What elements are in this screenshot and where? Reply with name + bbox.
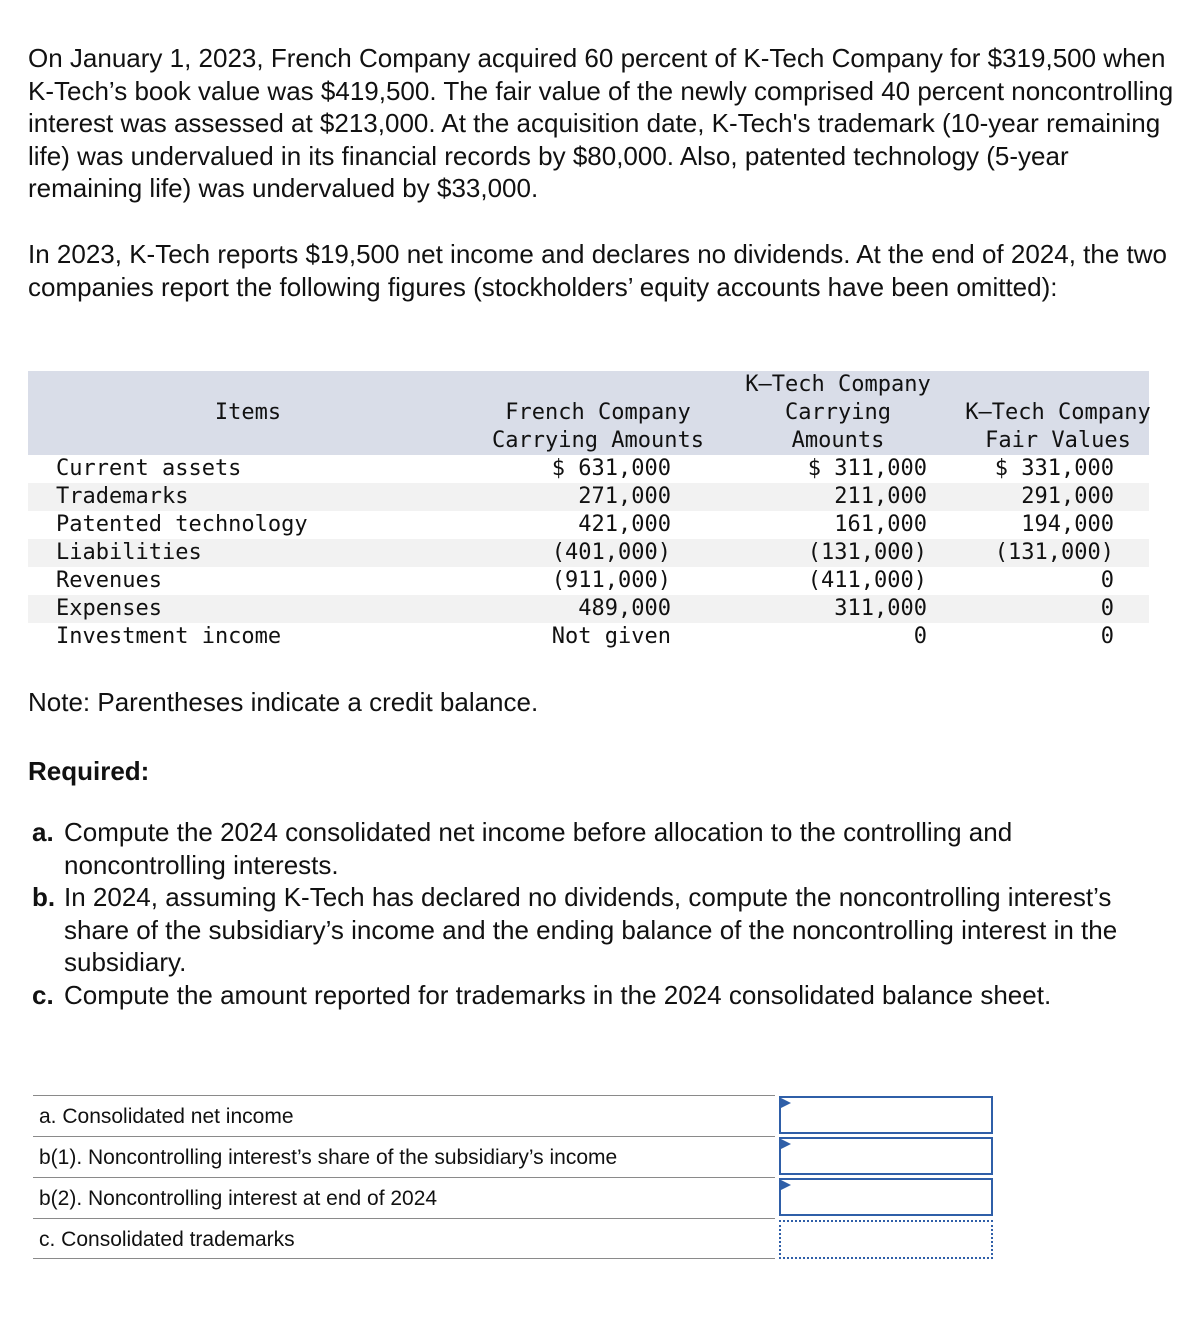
table-row xyxy=(28,455,1149,483)
answer-label: b(1). Noncontrolling interest’s share of the subsidiary’s income xyxy=(33,1136,775,1177)
row-ktech-carrying-value: $ 311,000 xyxy=(807,456,927,481)
table-row xyxy=(28,539,1149,567)
answer-row-nci-share-income xyxy=(33,1136,995,1177)
row-french-value: 271,000 xyxy=(578,484,671,509)
answer-label: b(2). Noncontrolling interest at end of 2024 xyxy=(33,1177,775,1218)
row-ktech-fair-value: 291,000 xyxy=(1021,484,1114,509)
consolidated-trademarks-input[interactable] xyxy=(779,1220,993,1259)
row-french-value: Not given xyxy=(551,624,671,649)
row-french-value: 421,000 xyxy=(578,512,671,537)
input-marker-icon xyxy=(779,1138,791,1150)
required-item-text: Compute the 2024 consolidated net income before allocation to the controlling and noncontrolling interests. xyxy=(64,817,1013,880)
row-ktech-carrying-value: 211,000 xyxy=(834,484,927,509)
table-row xyxy=(28,623,1149,651)
required-item-c xyxy=(28,979,1148,1012)
header-ktech-carrying: K–Tech Company Carrying Amounts xyxy=(745,372,931,453)
required-item-label: c. xyxy=(32,979,54,1010)
input-marker-icon xyxy=(779,1097,791,1109)
financial-data-table xyxy=(28,371,1149,651)
header-ktech-fair-values: K–Tech Company Fair Values xyxy=(965,400,1151,453)
required-list xyxy=(28,816,1148,1011)
required-heading: Required: xyxy=(28,756,150,786)
row-ktech-carrying-value: 0 xyxy=(913,624,927,649)
answer-row-consolidated-net-income xyxy=(33,1095,995,1136)
row-item-label: Revenues xyxy=(56,568,162,593)
row-item-label: Trademarks xyxy=(56,484,189,509)
required-item-text: In 2024, assuming K-Tech has declared no dividends, compute the noncontrolling interest’s share of the subsidiary’s income and the ending balance of the noncontrolling interest in the subsidiary. xyxy=(64,882,1118,977)
row-french-value: (401,000) xyxy=(551,540,671,565)
row-ktech-carrying-value: (131,000) xyxy=(807,540,927,565)
row-ktech-fair-value: 194,000 xyxy=(1021,512,1114,537)
row-item-label: Patented technology xyxy=(56,512,308,537)
row-item-label: Investment income xyxy=(56,624,282,649)
row-ktech-fair-value: 0 xyxy=(1100,596,1114,621)
answer-label: a. Consolidated net income xyxy=(33,1095,775,1136)
row-item-label: Expenses xyxy=(56,596,162,621)
row-ktech-fair-value: (131,000) xyxy=(994,540,1114,565)
table-row xyxy=(28,595,1149,623)
table-row xyxy=(28,483,1149,511)
problem-intro-paragraph: On January 1, 2023, French Company acquired 60 percent of K-Tech Company for $319,500 when K-Tech’s book value was $419,500. The fair value of the newly comprised 40 percent noncontrolling interest was assessed at $213,000. At the acquisition date, K-Tech's trademark (10-year remaining life) was undervalued in its financial records by $80,000. Also, patented technology (5-year remaining life) was undervalued by $33,000. xyxy=(28,43,1174,203)
row-item-label: Liabilities xyxy=(56,540,202,565)
table-row xyxy=(28,511,1149,539)
required-item-a xyxy=(28,816,1148,881)
row-french-value: 489,000 xyxy=(578,596,671,621)
consolidated-net-income-input[interactable] xyxy=(779,1096,993,1134)
row-item-label: Current assets xyxy=(56,456,242,481)
required-item-label: a. xyxy=(32,817,54,847)
input-marker-icon xyxy=(779,1179,791,1191)
answer-label: c. Consolidated trademarks xyxy=(33,1218,775,1259)
answer-row-consolidated-trademarks xyxy=(33,1218,995,1259)
nci-share-income-input[interactable] xyxy=(779,1137,993,1175)
header-french-carrying: French Company Carrying Amounts xyxy=(492,400,704,453)
required-item-b xyxy=(28,881,1148,979)
row-ktech-carrying-value: 161,000 xyxy=(834,512,927,537)
problem-data-paragraph: In 2023, K-Tech reports $19,500 net income and declares no dividends. At the end of 2024, the two companies report the following figures (stockholders’ equity accounts have been omitted): xyxy=(28,239,1167,302)
table-row xyxy=(28,567,1149,595)
row-ktech-carrying-value: (411,000) xyxy=(807,568,927,593)
nci-end-balance-input[interactable] xyxy=(779,1178,993,1216)
row-ktech-fair-value: $ 331,000 xyxy=(994,456,1114,481)
answer-row-nci-end-balance xyxy=(33,1177,995,1218)
row-ktech-carrying-value: 311,000 xyxy=(834,596,927,621)
required-item-text: Compute the amount reported for trademarks in the 2024 consolidated balance sheet. xyxy=(64,979,1052,1010)
credit-balance-note: Note: Parentheses indicate a credit balance. xyxy=(28,687,539,717)
row-french-value: $ 631,000 xyxy=(551,456,671,481)
row-ktech-fair-value: 0 xyxy=(1100,568,1114,593)
required-item-label: b. xyxy=(32,882,56,912)
row-french-value: (911,000) xyxy=(551,568,671,593)
row-ktech-fair-value: 0 xyxy=(1100,624,1114,649)
header-items: Items xyxy=(214,400,282,425)
